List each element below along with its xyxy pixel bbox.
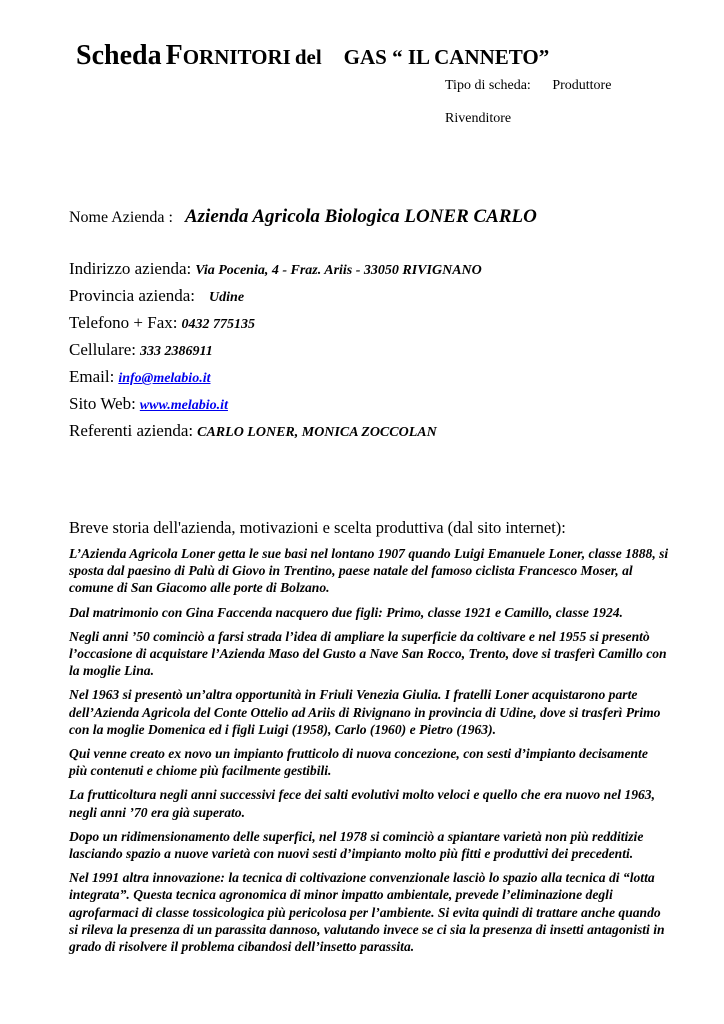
referenti-value: CARLO LONER, MONICA ZOCCOLAN xyxy=(197,425,437,440)
tipo-scheda xyxy=(445,78,611,94)
provincia-value: Udine xyxy=(209,290,245,305)
title-ornitori: ORNITORI xyxy=(182,45,291,69)
storia-paragraph: La frutticoltura negli anni successivi fece dei salti evolutivi molto veloci e quello che era nuovo nel 1963, negli anni ’70 era già superato. xyxy=(69,787,655,820)
storia-paragraph: Negli anni ’50 cominciò a farsi strada l’idea di ampliare la superficie da coltivare e nel 1955 si presentò l’occasione di acquistare l’Azienda Maso del Gusto a Nave San Rocco, Trento, dove si trasferì Camillo con la moglie Lina. xyxy=(69,628,667,679)
storia-paragraph: Dal matrimonio con Gina Faccenda nacquero due figli: Primo, classe 1921 e Camillo, classe 1924. xyxy=(69,604,623,620)
telefono-label: Telefono + Fax: xyxy=(69,313,178,332)
telefono-row xyxy=(69,313,255,333)
sito-label: Sito Web: xyxy=(69,394,136,413)
storia-paragraph: Qui venne creato ex novo un impianto frutticolo di nuova concezione, con sesti d’impianto decisamente più contenuti e chiome più facilmente gestibili. xyxy=(69,746,648,779)
provincia-row xyxy=(69,286,244,306)
indirizzo-row xyxy=(69,259,482,279)
sito-link[interactable]: www.melabio.it xyxy=(139,398,228,413)
storia-paragraph: Nel 1991 altra innovazione: la tecnica di coltivazione convenzionale lasciò lo spazio alla tecnica di “lotta integrata”. Questa tecnica agronomica di minor impatto ambientale, prevede l’eliminazione degli agrofarmaci di classe tossicologica più pericolosa per l’ambiente. Si evita quindi di trattare anche quando si rileva la presenza di un parassita dannoso, valutando invece se ci sia la presenza di insetti antagonisti in grado di risolvere il problema cibandosi dell’insetto parassita. xyxy=(69,870,665,955)
provincia-label: Provincia azienda: xyxy=(69,286,196,305)
cellulare-label: Cellulare: xyxy=(69,340,137,359)
title-scheda: Scheda xyxy=(76,40,162,71)
referenti-label: Referenti azienda: xyxy=(69,421,194,440)
cellulare-value: 333 2386911 xyxy=(140,344,213,359)
email-link[interactable]: info@melabio.it xyxy=(118,371,211,386)
nome-azienda-value: Azienda Agricola Biologica LONER CARLO xyxy=(184,206,537,227)
indirizzo-value: Via Pocenia, 4 - Fraz. Ariis - 33050 RIVIGNANO xyxy=(195,263,482,278)
telefono-value: 0432 775135 xyxy=(181,317,255,332)
sito-row xyxy=(69,394,228,414)
storia-paragraph: L’Azienda Agricola Loner getta le sue basi nel lontano 1907 quando Luigi Emanuele Loner, classe 1888, si sposta dal paesino di Palù di Giovo in Trentino, paese natale del famoso ciclista Francesco Moser, al comune di San Giacomo alle porte di Bolzano. xyxy=(69,546,669,596)
cellulare-row xyxy=(69,340,213,360)
email-row xyxy=(69,367,210,387)
nome-azienda-row xyxy=(69,206,537,228)
title-f: F xyxy=(165,40,183,71)
email-label: Email: xyxy=(69,367,115,386)
storia-text xyxy=(69,545,669,962)
storia-paragraph: Dopo un ridimensionamento delle superfici, nel 1978 si cominciò a spiantare varietà non più redditizie lasciando spazio a nuove varietà con nuovi sesti d’impianto molto più fitti e produttivi dei precedenti. xyxy=(69,828,644,862)
title-del: del xyxy=(294,45,322,69)
tipo-label: Tipo di scheda: xyxy=(445,78,531,93)
indirizzo-label: Indirizzo azienda: xyxy=(69,259,192,278)
nome-azienda-label: Nome Azienda : xyxy=(69,209,173,226)
title-gas: GAS “ IL CANNETO” xyxy=(343,45,550,69)
storia-paragraph: Nel 1963 si presentò un’altra opportunità in Friuli Venezia Giulia. I fratelli Loner acquistarono parte dell’Azienda Agricola del Conte Ottelio ad Ariis di Rivignano in provincia di Udine, dove si trasferì Primo con la moglie Domenica ed i figli Luigi (1958), Carlo (1960) e Pietro (1963). xyxy=(69,687,661,737)
storia-heading: Breve storia dell'azienda, motivazioni e scelta produttiva (dal sito internet): xyxy=(69,518,566,537)
tipo-option-produttore: Produttore xyxy=(552,78,612,93)
tipo-option-rivenditore: Rivenditore xyxy=(445,111,512,126)
referenti-row xyxy=(69,421,437,441)
page-title xyxy=(76,40,549,72)
